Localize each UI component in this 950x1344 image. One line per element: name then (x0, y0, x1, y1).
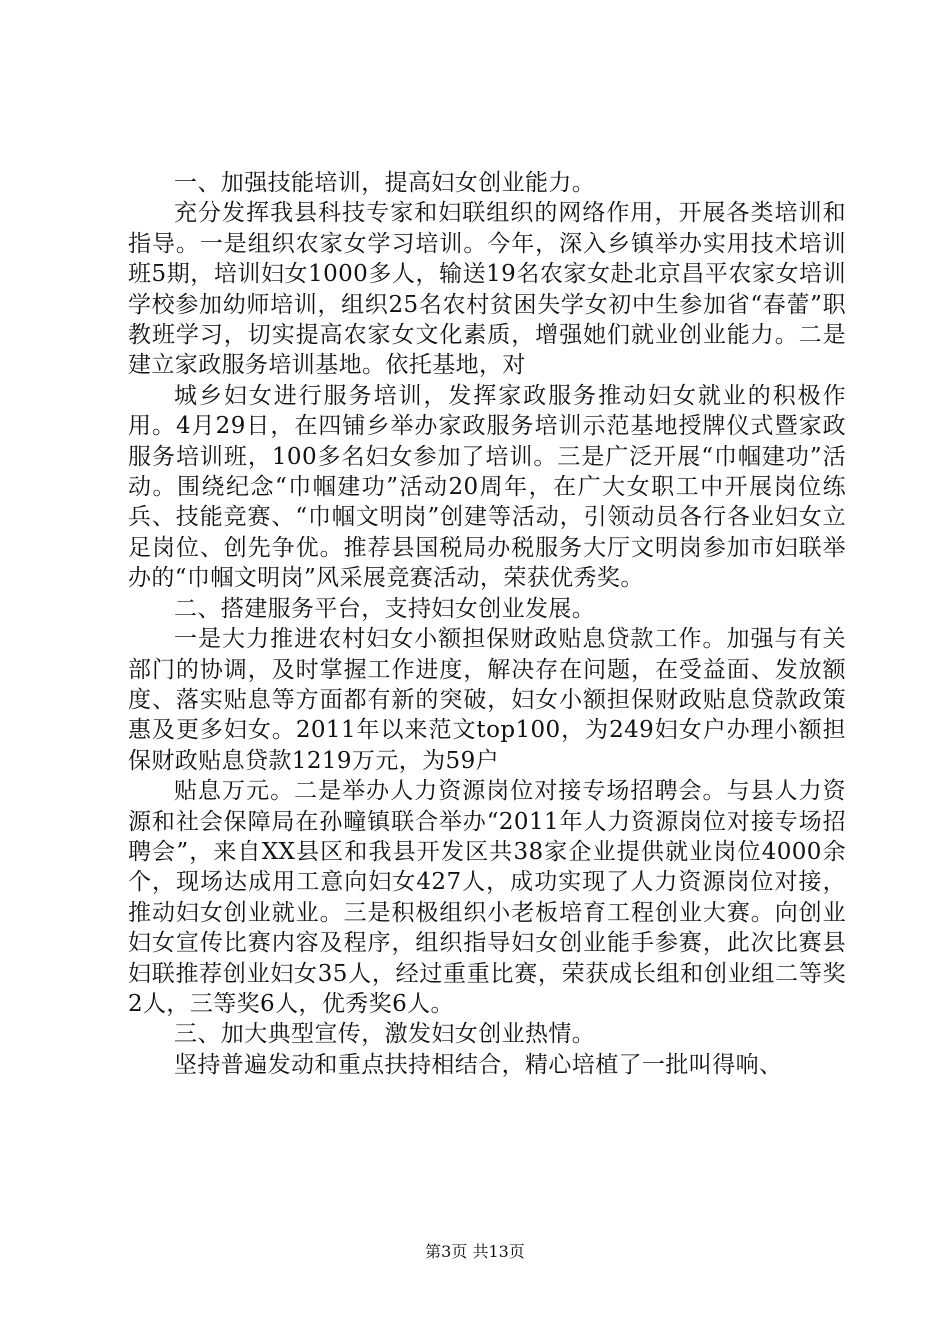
body-paragraph-4: 贴息万元。二是举办人力资源岗位对接专场招聘会。与县人力资源和社会保障局在孙疃镇联合举办“2011年人力资源岗位对接专场招聘会”，来自XX县区和我县开发区共38家企业提供就业岗位4000余个，现场达成用工意向妇女427人，成功实现了人力资源岗位对接，推动妇女创业就业。三是积极组织小老板培育工程创业大赛。向创业妇女宣传比赛内容及程序，组织指导妇女创业能手参赛，此次比赛县妇联推荐创业妇女35人，经过重重比赛，荣获成长组和创业组二等奖2人，三等奖6人，优秀奖6人。 (128, 778, 846, 1017)
section-heading-1: 一、加强技能培训，提高妇女创业能力。 (174, 170, 596, 196)
body-paragraph-3: 一是大力推进农村妇女小额担保财政贴息贷款工作。加强与有关部门的协调，及时掌握工作进度，解决存在问题，在受益面、发放额度、落实贴息等方面都有新的突破，妇女小额担保财政贴息贷款政策惠及更多妇女。2011年以来范文top100，为249妇女户办理小额担保财政贴息贷款1219万元，为59户 (128, 626, 846, 774)
section-heading-3: 三、加大典型宣传，激发妇女创业热情。 (174, 1021, 596, 1048)
body-paragraph-2: 城乡妇女进行服务培训，发挥家政服务推动妇女就业的积极作用。4月29日，在四铺乡举办家政服务培训示范基地授牌仪式暨家政服务培训班，100多名妇女参加了培训。三是广泛开展“巾帼建功”活动。围绕纪念“巾帼建功”活动20周年，在广大女职工中开展岗位练兵、技能竞赛、“巾帼文明岗”创建等活动，引领动员各行各业妇女立足岗位、创先争优。推荐县国税局办税服务大厅文明岗参加市妇联举办的“巾帼文明岗”风采展竞赛活动，荣获优秀奖。 (128, 382, 846, 592)
document-body (128, 168, 846, 1080)
section-heading-2: 二、搭建服务平台，支持妇女创业发展。 (174, 595, 596, 622)
body-paragraph-1: 充分发挥我县科技专家和妇联组织的网络作用，开展各类培训和指导。一是组织农家女学习培训。今年，深入乡镇举办实用技术培训班5期，培训妇女1000多人，输送19名农家女赴北京昌平农家女培训学校参加幼师培训，组织25名农村贫困失学女初中生参加省“春蕾”职教班学习，切实提高农家女文化素质，增强她们就业创业能力。二是建立家政服务培训基地。依托基地，对 (128, 200, 846, 379)
page-number-footer: 第3页 共13页 (425, 1242, 525, 1261)
body-paragraph-5: 坚持普遍发动和重点扶持相结合，精心培植了一批叫得响、 (174, 1051, 783, 1078)
